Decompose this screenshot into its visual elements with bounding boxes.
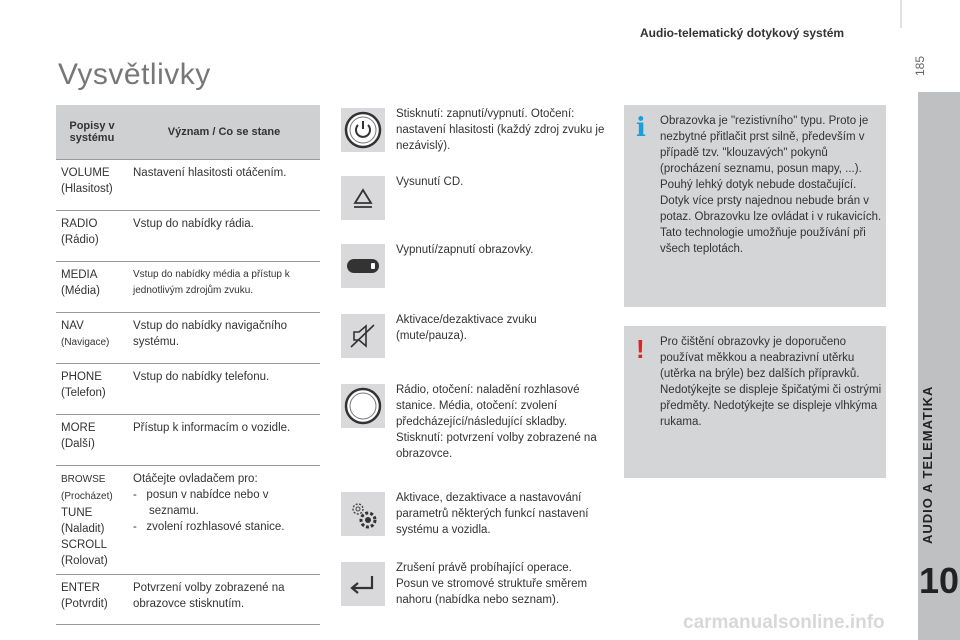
- row-value: Potvrzení volby zobrazené na obrazovce stisknutím.: [128, 575, 320, 625]
- screen-toggle-icon: [341, 244, 385, 288]
- settings-gears-icon: [341, 492, 385, 536]
- running-header: Audio-telematický dotykový systém: [640, 26, 845, 40]
- warning-icon: !: [636, 334, 645, 364]
- watermark: carmanualsonline.info: [683, 612, 885, 633]
- chapter-sidebar: [918, 92, 960, 640]
- row-value: Vstup do nabídky telefonu.: [128, 364, 320, 415]
- row-key: NAV (Navigace): [56, 313, 128, 364]
- table-row: [56, 466, 320, 575]
- table-header-row: [56, 105, 320, 160]
- table-row: [56, 313, 320, 364]
- row-key: ENTER (Potvrdit): [56, 575, 128, 625]
- table-row: [56, 160, 320, 211]
- row-value: Vstup do nabídky rádia.: [128, 211, 320, 262]
- row-key: PHONE (Telefon): [56, 364, 128, 415]
- eject-icon: [341, 176, 385, 220]
- info-box: [624, 105, 886, 307]
- table-row: [56, 211, 320, 262]
- row-value: Vstup do nabídky média a přístup k jednotlivým zdrojům zvuku.: [128, 262, 320, 313]
- screen-toggle-desc: Vypnutí/zapnutí obrazovky.: [396, 244, 534, 256]
- header-divider: [900, 0, 902, 28]
- eject-desc: Vysunutí CD.: [396, 176, 464, 188]
- row-value: Nastavení hlasitosti otáčením.: [128, 160, 320, 211]
- mute-desc: Aktivace/dezaktivace zvuku (mute/pauza).: [396, 314, 537, 342]
- row-key: RADIO (Rádio): [56, 211, 128, 262]
- info-icon: i: [636, 113, 646, 143]
- settings-desc: Aktivace, dezaktivace a nastavování parametrů některých funkcí nastavení systému a vozidla.: [396, 492, 589, 536]
- row-value: [128, 466, 320, 575]
- table-row: [56, 262, 320, 313]
- info-text: Obrazovka je "rezistivního" typu. Proto je nezbytné přitlačit prst silně, především v případě tzv. "klouzavých" pokynů (procházení seznamu, posun mapy, ...). Pouhý lehký dotyk nebude dostačující. Dotyk více prsty najednou nebude brán v potaz. Obrazovku lze ovládat i v rukavicích. Tato technologie umožňuje používání při všech teplotách.: [660, 115, 882, 255]
- row-value: Přístup k informacím o vozidle.: [128, 415, 320, 466]
- power-knob-desc: Stisknutí: zapnutí/vypnutí. Otočení: nastavení hlasitosti (každý zdroj zvuku je nezávislý).: [396, 108, 605, 152]
- power-knob-icon: [341, 108, 385, 152]
- row-key: BROWSE (Procházet) TUNE (Naladit) SCROLL (Rolovat): [56, 466, 128, 575]
- list-item: - posun v nabídce nebo v seznamu.: [133, 489, 269, 517]
- list-item: - zvolení rozhlasové stanice.: [133, 521, 285, 533]
- warning-box: [624, 326, 886, 478]
- rotary-knob-icon: [341, 384, 385, 428]
- table-header-key: Popisy v systému: [56, 105, 128, 160]
- glossary-table: [56, 105, 320, 625]
- row-key: VOLUME (Hlasitost): [56, 160, 128, 211]
- chapter-number: 10: [919, 560, 960, 601]
- back-desc: Zrušení právě probíhající operace. Posun ve stromové struktuře směrem nahoru (nabídka nebo seznam).: [396, 562, 588, 606]
- table-row: [56, 415, 320, 466]
- page-title: Vysvětlivky: [58, 58, 211, 91]
- table-row: [56, 575, 320, 625]
- mute-icon: [341, 314, 385, 358]
- table-header-value: Význam / Co se stane: [128, 105, 320, 160]
- row-value: Vstup do nabídky navigačního systému.: [128, 313, 320, 364]
- back-arrow-icon: [341, 562, 385, 606]
- row-key: MEDIA (Média): [56, 262, 128, 313]
- row-key: MORE (Další): [56, 415, 128, 466]
- row-value-intro: Otáčejte ovladačem pro:: [133, 473, 258, 485]
- table-row: [56, 364, 320, 415]
- warning-text: Pro čištění obrazovky je doporučeno používat měkkou a neabrazivní utěrku (utěrka na brýle) bez dalších přípravků. Nedotýkejte se displeje špičatými či ostrými předměty. Nedotýkejte se displeje vlhkýma rukama.: [660, 336, 882, 428]
- rotary-knob-desc: Rádio, otočení: naladění rozhlasové stanice. Média, otočení: zvolení předcházející/následující skladby. Stisknutí: potvrzení volby zobrazené na obrazovce.: [396, 384, 597, 460]
- page-number: 185: [913, 55, 927, 77]
